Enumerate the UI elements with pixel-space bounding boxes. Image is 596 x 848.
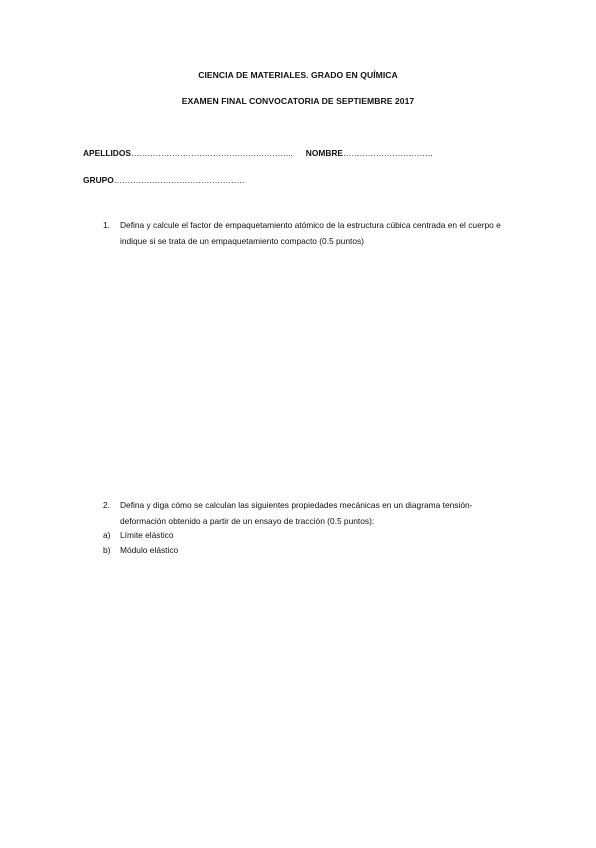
nombre-label: NOMBRE: [305, 148, 344, 158]
apellidos-label: APELLIDOS: [83, 148, 131, 158]
sub-item-label: b): [103, 545, 111, 555]
apellidos-nombre-line: [83, 148, 433, 158]
question-text: Defina y calcule el factor de empaquetamiento atómico de la estructura cúbica centrada en el cuerpo e indique si se trata de un empaquetamiento compacto (0.5 puntos): [120, 220, 501, 246]
nombre-blank: ……………………………: [343, 148, 433, 158]
question-number: 2.: [103, 500, 110, 510]
course-title: CIENCIA DE MATERIALES. GRADO EN QUÍMICA: [198, 70, 398, 80]
grupo-label: GRUPO: [83, 175, 114, 185]
exam-title: EXAMEN FINAL CONVOCATORIA DE SEPTIEMBRE 2017: [181, 96, 415, 106]
grupo-line: [83, 175, 245, 185]
sub-item-text: Módulo elástico: [120, 545, 179, 555]
question-text: Defina y diga cómo se calculan las siguientes propiedades mecánicas en un diagrama tensión-deformación obtenido a partir de un ensayo de tracción (0.5 puntos):: [120, 500, 473, 526]
sub-item-label: a): [103, 530, 111, 540]
question-number: 1.: [103, 220, 110, 230]
apellidos-blank: ……………………………………….…………..: [130, 148, 295, 158]
grupo-blank: …………………………………………: [113, 175, 245, 185]
sub-item-text: Límite elástico: [120, 530, 174, 540]
